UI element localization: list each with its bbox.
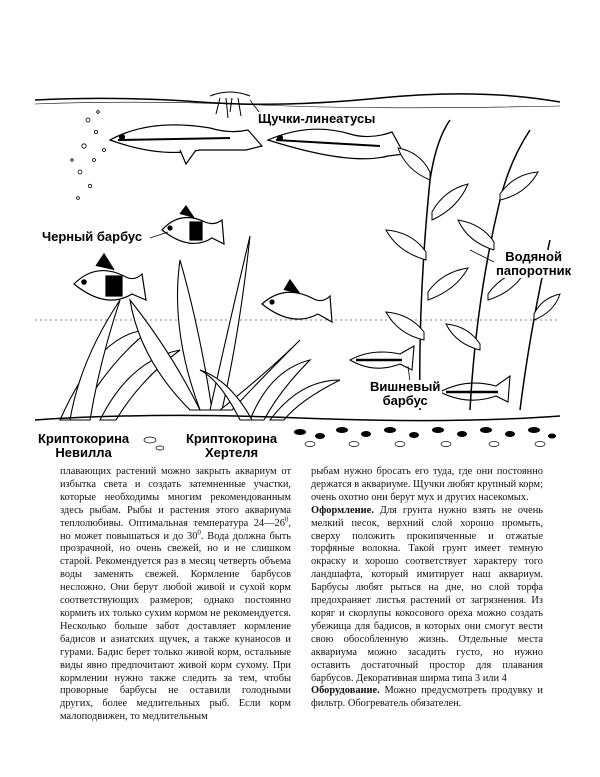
text-column-right xyxy=(311,466,543,711)
paragraph-care xyxy=(60,466,291,724)
degree-sup: 0 xyxy=(197,528,201,537)
black-barb-fish xyxy=(162,206,224,244)
text-right-2: Для грунта нужно взять не очень мелкий песок, верхний слой хорошо промыть, сверху положить прокипяченные и отжатые торфяные волокна. Такой грунт имеет темную окраску и хорошо соответствует характеру того ландшафта, который имитирует наш аквариум. Барбусы любят рыться на дне, но слой торфа предохраняет листья растений от загрязнения. Из коряг и скорлупы кокосового ореха можно создать убежища для бадисов, в которых они смогут вести свою обособленную жизнь. Отдельные места аквариума можно засадить густо, но нужно оставить достаточный простор для плавания барбусов. Декоративная ширма типа 3 или 4 xyxy=(311,504,543,684)
label-water-fern xyxy=(494,250,573,278)
label-cryptocoryne-herteli xyxy=(184,432,279,460)
label-linear-pike xyxy=(256,112,377,126)
label-black-barb-text: Черный барбус xyxy=(42,229,143,244)
label-cherry-barb-line1: Вишневый xyxy=(370,379,441,394)
label-water-fern-line2: папоротник xyxy=(496,263,572,278)
linear-pike-fish xyxy=(110,125,262,164)
text-left-2: , но может повышаться и до 30 xyxy=(60,517,291,542)
label-linear-pike-text: Щучки-линеатусы xyxy=(258,111,376,126)
label-cryptocoryne-nevill-line1: Криптокорина xyxy=(38,431,130,446)
water-surface xyxy=(35,94,560,104)
paragraph-decor xyxy=(311,505,543,686)
floating-plant-roots xyxy=(210,92,250,118)
heading-equipment: Оборудование. xyxy=(311,685,380,697)
heading-decor: Оформление. xyxy=(311,504,374,516)
label-black-barb xyxy=(40,230,144,244)
linear-pike-fish xyxy=(268,129,404,159)
black-barb-fish xyxy=(74,254,146,300)
label-water-fern-line1: Водяной xyxy=(505,249,562,264)
degree-sup: 0 xyxy=(284,515,289,524)
cherry-barb-fish xyxy=(440,376,510,402)
paragraph-feeding xyxy=(311,466,543,505)
text-left-3: . Вода должна быть прозрачной, но очень свежей, но и не слишком старой. Рекомендуется раз в месяц четверть объема воды заменять свежей. Кормление барбусов несложно. Они берут любой живой и сухой корм соответствующих размеров; однако постоянно кормить их только сухим кормом не рекомендуется. Несколько больше забот доставляет кормление бадисов и азиатских щучек, а также кунаносов и гурами. Бадис берет только живой корм, остальные виды явно предпочитают живой корм сухому. При кормлении нужно также следить за тем, чтобы проворные барбусы не оставили голодными других, более медлительных рыб. Если корм малоподвижен, то медлительным xyxy=(60,530,291,723)
label-cherry-barb xyxy=(368,380,442,408)
label-cryptocoryne-nevill-line2: Невилла xyxy=(55,445,112,460)
label-cryptocoryne-herteli-line2: Хертеля xyxy=(205,445,259,460)
gravel xyxy=(294,427,556,439)
air-bubbles xyxy=(71,111,106,200)
black-barb-fish xyxy=(262,280,332,322)
cherry-barb-fish xyxy=(350,346,414,370)
label-cherry-barb-line2: барбус xyxy=(382,393,428,408)
text-right-1: рыбам нужно бросать его туда, где они постоянно держатся в аквариуме. Щучки любят крупный корм; очень охотно они берут мух и других насекомых. xyxy=(311,466,543,503)
text-right-3: Можно предусмотреть продувку и фильтр. Обогреватель обязателен. xyxy=(311,685,543,710)
label-cryptocoryne-nevill xyxy=(36,432,131,460)
label-cryptocoryne-herteli-line1: Криптокорина xyxy=(186,431,278,446)
paragraph-equipment xyxy=(311,685,543,711)
text-left-1: плавающих растений можно закрыть аквариум от избытка света и создать затемненные участки, которые необходимы многим рекомендованным здесь рыбам. Рыбы и растения этого аквариума теплолюбивы. Оптимальная температура 24—26 xyxy=(60,466,291,529)
text-column-left xyxy=(60,466,291,724)
